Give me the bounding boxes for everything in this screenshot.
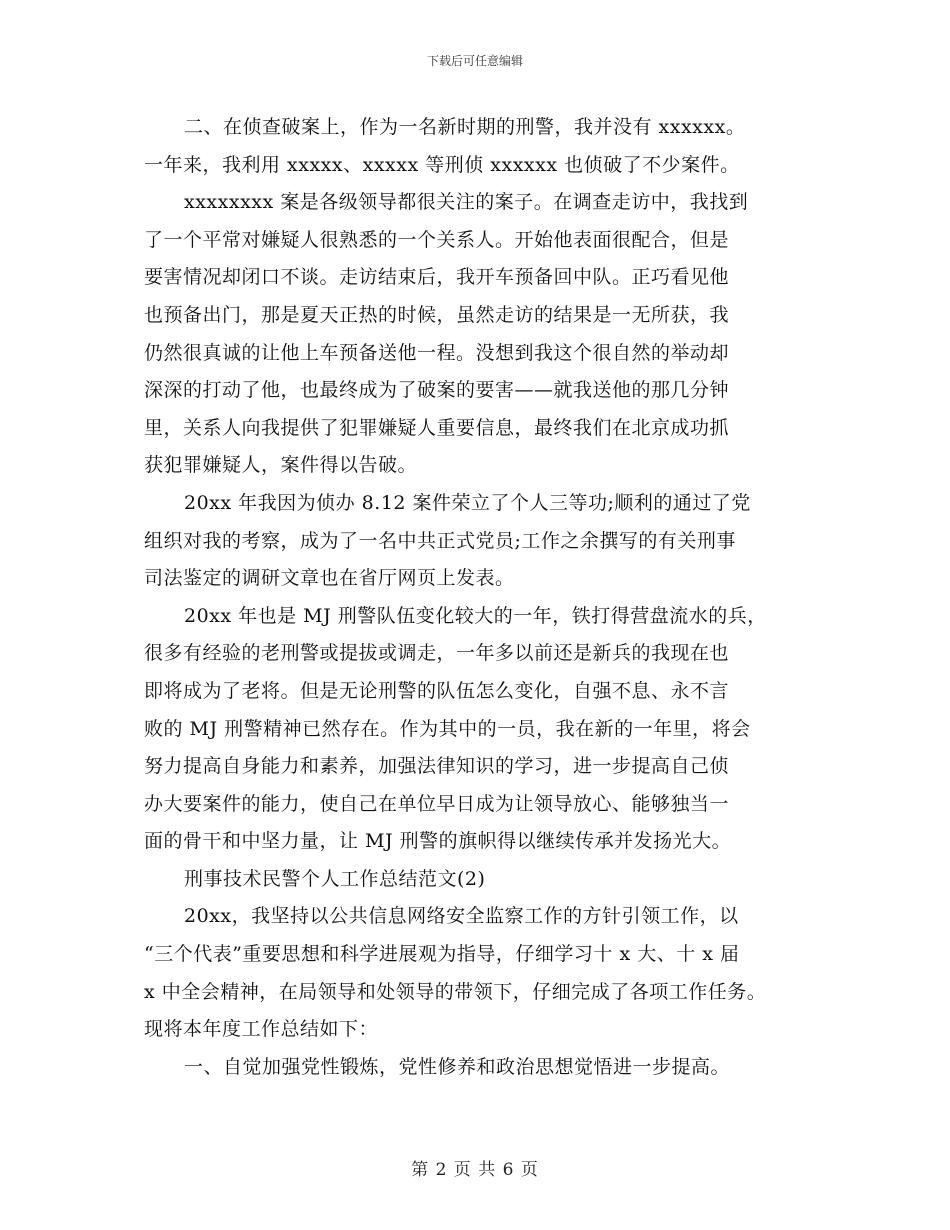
text-line: “三个代表”重要思想和科学进展观为指导，仔细学习十 x 大、十 x 届 — [144, 943, 740, 966]
text-line: 了一个平常对嫌疑人很熟悉的一个关系人。开始他表面很配合，但是 — [144, 228, 730, 251]
text-line: 里，关系人向我提供了犯罪嫌疑人重要信息，最终我们在北京成功抓 — [144, 416, 730, 439]
section-heading: 刑事技术民警个人工作总结范文(2) — [184, 867, 486, 890]
text-line: 组织对我的考察，成为了一名中共正式党员;工作之余撰写的有关刑事 — [144, 529, 736, 552]
header-note: 下载后可任意编辑 — [426, 54, 523, 68]
text-line: 二、在侦查破案上，作为一名新时期的刑警，我并没有 xxxxxx。 — [184, 116, 746, 138]
text-line: 20xx 年我因为侦办 8.12 案件荣立了个人三等功;顺利的通过了党 — [184, 491, 751, 514]
document-body — [144, 109, 824, 1086]
text-line: 努力提高自身能力和素养，加强法律知识的学习，进一步提高自己侦 — [144, 755, 730, 778]
text-line: 即将成为了老将。但是无论刑警的队伍怎么变化，自强不息、永不言 — [144, 679, 730, 702]
text-line: 面的骨干和中坚力量，让 MJ 刑警的旗帜得以继续传承并发扬光大。 — [144, 830, 732, 853]
text-line: 仍然很真诚的让他上车预备送他一程。没想到我这个很自然的举动却 — [144, 341, 730, 364]
text-line: 办大要案件的能力，使自己在单位早日成为让领导放心、能够独当一 — [144, 792, 730, 815]
text-line: 一、自觉加强党性锻炼，党性修养和政治思想觉悟进一步提高。 — [184, 1055, 731, 1078]
text-line: 获犯罪嫌疑人，案件得以告破。 — [144, 454, 418, 477]
text-line: 很多有经验的老刑警或提拔或调走，一年多以前还是新兵的我现在也 — [144, 642, 730, 665]
page-number: 第 2 页 共 6 页 — [411, 1160, 539, 1180]
text-line: 现将本年度工作总结如下： — [144, 1018, 379, 1041]
text-line: 要害情况却闭口不谈。走访结束后，我开车预备回中队。正巧看见他 — [144, 266, 730, 289]
text-line: 深深的打动了他，也最终成为了破案的要害——就我送他的那几分钟 — [144, 379, 730, 402]
text-line: x 中全会精神，在局领导和处领导的带领下，仔细完成了各项工作任务。 — [144, 980, 767, 1003]
text-line: 20xx 年也是 MJ 刑警队伍变化较大的一年，铁打得营盘流水的兵， — [184, 604, 767, 627]
text-line: 败的 MJ 刑警精神已然存在。作为其中的一员，我在新的一年里，将会 — [144, 717, 751, 740]
text-line: xxxxxxxx 案是各级领导都很关注的案子。在调查走访中，我找到 — [184, 191, 749, 214]
text-line: 一年来，我利用 xxxxx、xxxxx 等刑侦 xxxxxx 也侦破了不少案件。 — [144, 153, 740, 176]
text-line: 也预备出门，那是夏天正热的时候，虽然走访的结果是一无所获，我 — [144, 303, 730, 326]
text-line: 20xx，我坚持以公共信息网络安全监察工作的方针引领工作，以 — [184, 905, 739, 928]
text-line: 司法鉴定的调研文章也在省厅网页上发表。 — [144, 567, 515, 590]
